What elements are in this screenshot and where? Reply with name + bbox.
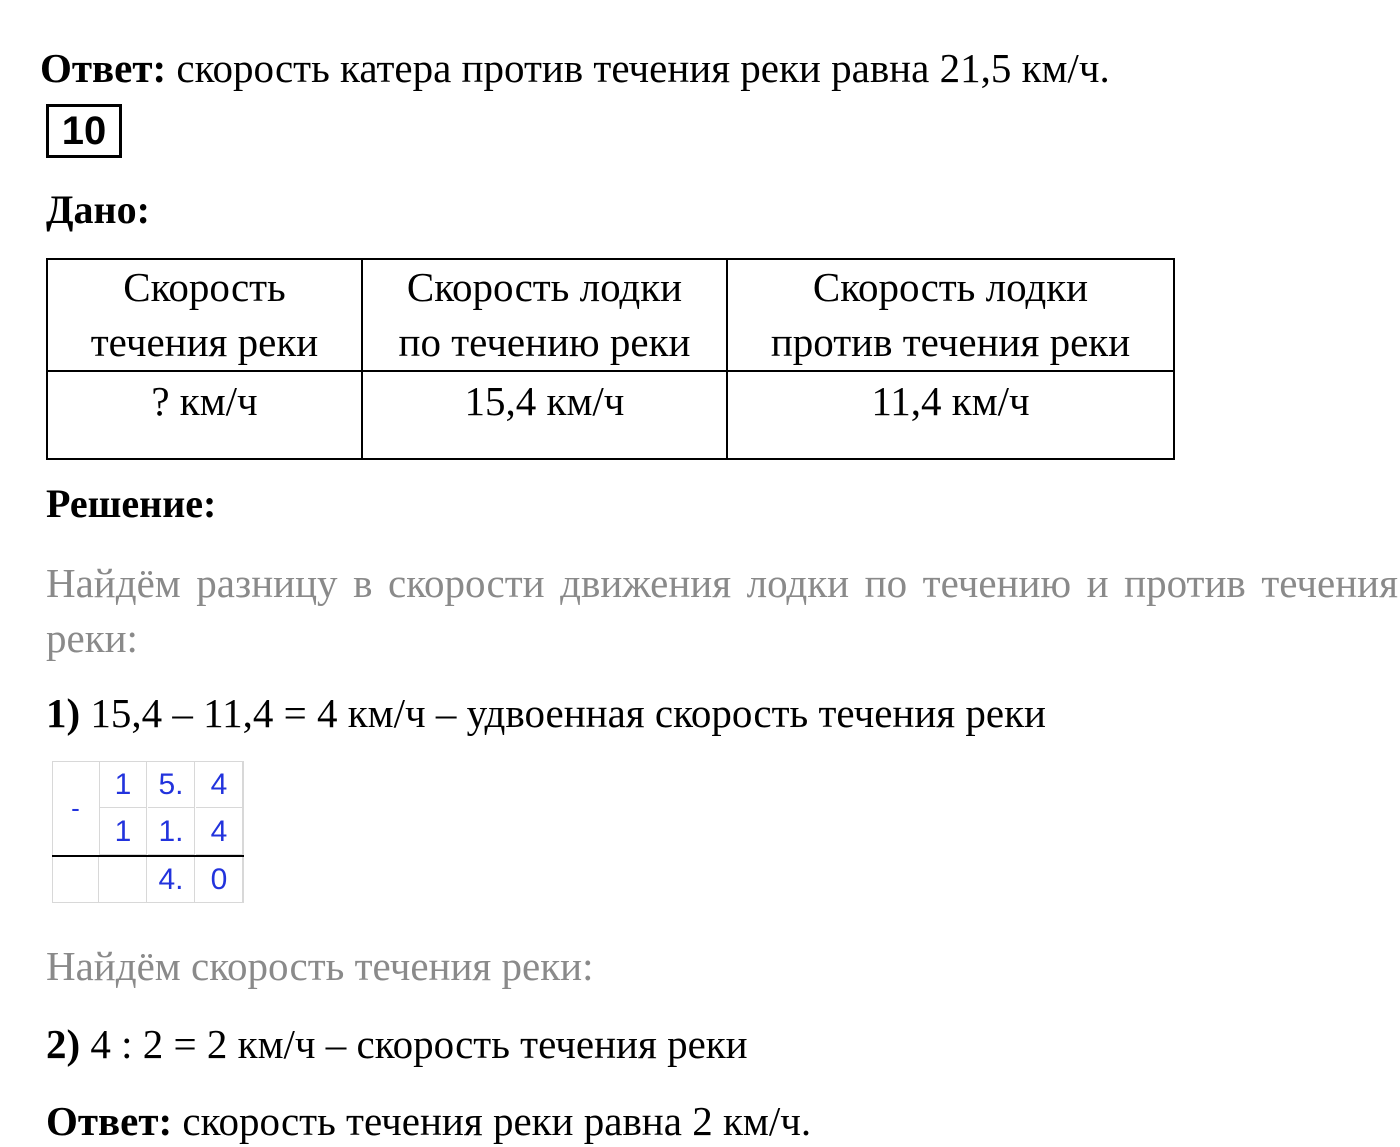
subtrahend-digit: 1.: [148, 808, 195, 855]
solution-heading: Решение:: [46, 481, 217, 526]
step-1-text: 15,4 – 11,4 = 4 км/ч – удвоенная скорость течения реки: [80, 690, 1046, 736]
given-table: [46, 258, 1175, 460]
column-subtraction-grid: [52, 761, 244, 903]
result-digit: [52, 856, 99, 903]
final-answer-label: Ответ:: [46, 1098, 173, 1144]
header-line: Скорость лодки: [406, 264, 683, 310]
minuend-digit: 4: [196, 761, 243, 808]
header-line: по течению реки: [398, 319, 691, 365]
given-table-value-row: [47, 371, 1174, 459]
header-line: против течения реки: [770, 319, 1131, 365]
minuend-digit: 1: [100, 761, 147, 808]
value-cell-downstream-speed: 15,4 км/ч: [362, 371, 727, 459]
solution-intro-2: Найдём скорость течения реки:: [46, 943, 594, 989]
solution-step-2: [46, 1020, 748, 1068]
given-table-header-row: [47, 259, 1174, 371]
minus-sign: -: [52, 761, 100, 855]
given-heading: Дано:: [46, 187, 150, 232]
step-1-label: 1): [46, 690, 81, 736]
previous-answer-text: скорость катера против течения реки равна 21,5 км/ч.: [166, 45, 1110, 91]
step-2-text: 4 : 2 = 2 км/ч – скорость течения реки: [80, 1021, 748, 1067]
final-answer-text: скорость течения реки равна 2 км/ч.: [172, 1098, 812, 1144]
result-digit: 0: [196, 856, 243, 903]
subtraction-rule-line: [52, 855, 244, 857]
previous-answer: [40, 44, 1110, 92]
value-cell-current-speed: ? км/ч: [47, 371, 362, 459]
solution-intro-text: Найдём разницу в скорости движения лодки по течению и против течения реки:: [46, 560, 1398, 661]
final-answer: [46, 1097, 811, 1145]
subtrahend-digit: 4: [196, 808, 243, 855]
task-number-box: 10: [46, 104, 122, 158]
result-digit: [100, 856, 147, 903]
value-cell-upstream-speed: 11,4 км/ч: [727, 371, 1174, 459]
header-line: Скорость лодки: [812, 264, 1089, 310]
header-cell-upstream-speed: [727, 259, 1174, 371]
header-cell-current-speed: [47, 259, 362, 371]
header-line: Скорость: [123, 264, 286, 310]
header-line: течения реки: [90, 319, 319, 365]
step-2-label: 2): [46, 1021, 81, 1067]
subtrahend-digit: 1: [100, 808, 147, 855]
solution-step-1: [46, 689, 1046, 737]
header-cell-downstream-speed: [362, 259, 727, 371]
previous-answer-label: Ответ:: [40, 45, 167, 91]
result-digit: 4.: [148, 856, 195, 903]
minuend-digit: 5.: [148, 761, 195, 808]
